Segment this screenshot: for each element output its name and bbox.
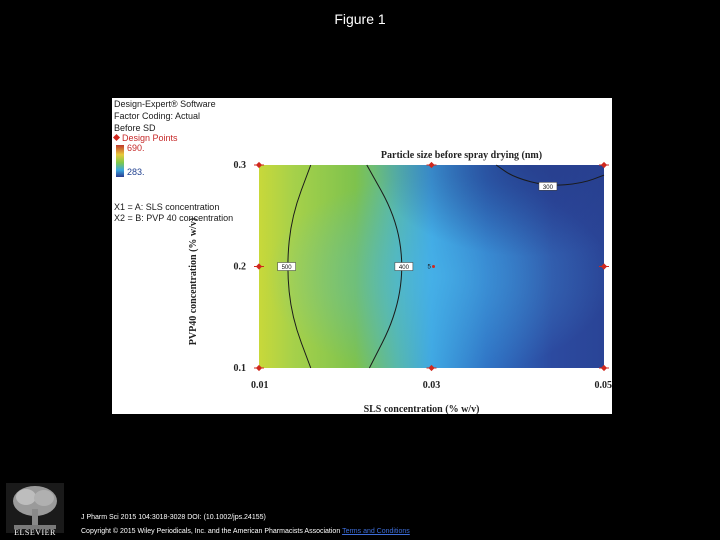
elsevier-wordmark: ELSEVIER — [14, 528, 56, 537]
x-axis-label: SLS concentration (% w/v) — [363, 404, 480, 414]
factor-x2: X2 = B: PVP 40 concentration — [114, 213, 234, 223]
center-point — [432, 265, 435, 268]
chart-title: Particle size before spray drying (nm) — [380, 150, 543, 161]
heatmap-shade — [259, 165, 604, 368]
color-scale-min: 283. — [127, 167, 145, 177]
contour-label-500: 500 — [281, 265, 292, 271]
software-name: Design-Expert® Software — [114, 99, 216, 109]
y-tick-label-0: 0.1 — [233, 363, 246, 374]
x-tick-label-1: 0.03 — [422, 380, 441, 391]
x-tick-label-0: 0.01 — [251, 380, 269, 391]
figure-panel — [112, 98, 612, 414]
y-tick-label-2: 0.3 — [233, 160, 246, 171]
response-name: Before SD — [114, 123, 156, 133]
design-points-label: Design Points — [122, 133, 178, 143]
terms-and-conditions-link[interactable]: Terms and Conditions — [342, 528, 410, 535]
citation-text: J Pharm Sci 2015 104:3018-3028 DOI: (10.1002/jps.24155) — [81, 514, 266, 521]
copyright-line — [81, 528, 410, 535]
color-scale-max: 690. — [127, 143, 145, 153]
copyright-text: Copyright © 2015 Wiley Periodicals, Inc. and the American Pharmacists Association — [81, 528, 341, 535]
contour-label-400: 400 — [398, 265, 409, 271]
contour-chart — [112, 98, 612, 414]
slide-title: Figure 1 — [334, 11, 386, 27]
x-tick-label-2: 0.05 — [594, 380, 612, 391]
y-tick-label-1: 0.2 — [233, 261, 246, 273]
contour-label-300: 300 — [542, 184, 553, 191]
factor-coding: Factor Coding: Actual — [114, 111, 201, 121]
factor-x1: X1 = A: SLS concentration — [114, 202, 220, 212]
center-point-label: 5 — [427, 264, 431, 271]
y-axis-label: PVP40 concentration (% w/v) — [188, 217, 199, 346]
